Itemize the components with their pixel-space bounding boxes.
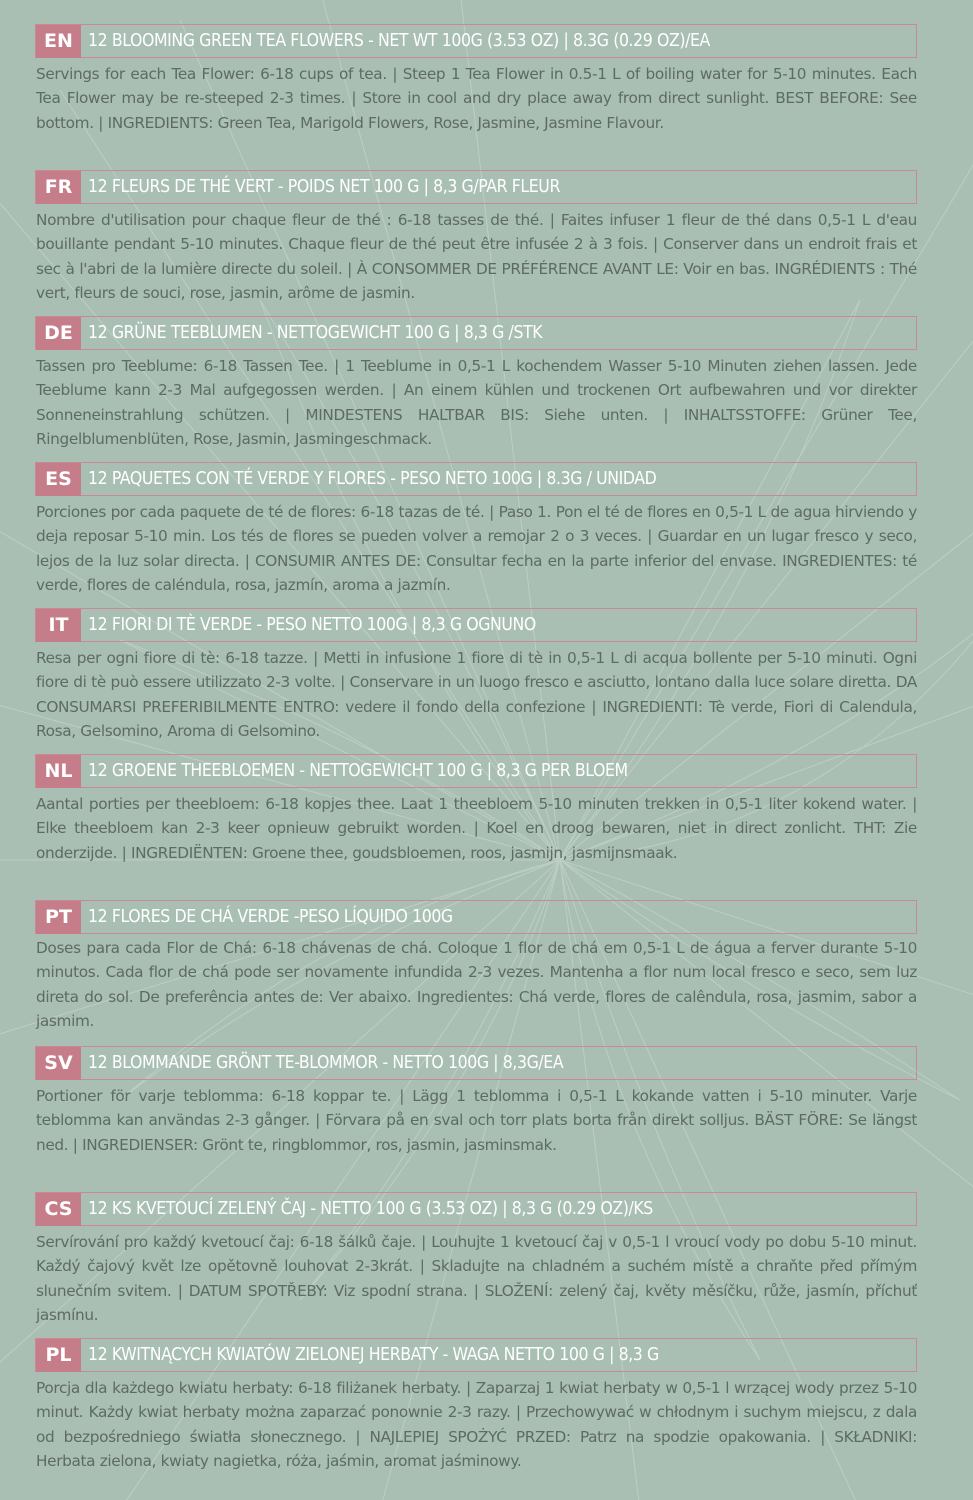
section-header — [35, 1192, 917, 1226]
section-title: 12 BLOMMANDE GRÖNT TE-BLOMMOR - NETTO 100G | 8,3G/EA — [88, 1053, 564, 1073]
section-header — [35, 900, 917, 934]
section-header — [35, 1338, 917, 1372]
section-body: Tassen pro Teeblume: 6-18 Tassen Tee. | 1 Teeblume in 0,5-1 L kochendem Wasser 5-10 Minuten ziehen lassen. Jede Teeblume kann 2-3 Mal aufgegossen werden. | An einem kühlen und trockenen Ort aufbewahren und vor direkter Sonneneinstrahlung schützen. | MINDESTENS HALTBAR BIS: Siehe unten. | INHALTSSTOFFE: Grüner Tee, Ringelblumenblüten, Rose, Jasmin, Jasmingeschmack. — [36, 357, 917, 449]
language-code-badge: PL — [36, 1339, 81, 1372]
language-code-badge: CS — [36, 1193, 81, 1226]
section-title: 12 FLORES DE CHÁ VERDE -PESO LÍQUIDO 100G — [88, 907, 453, 927]
section-body: Nombre d'utilisation pour chaque fleur de thé : 6-18 tasses de thé. | Faites infuser 1 fleur de thé dans 0,5-1 L d'eau bouillante pendant 5-10 minutes. Chaque fleur de thé peut être infusée 2 à 3 fois. | Conserver dans un endroit frais et sec à l'abri de la lumière directe du soleil. | À CONSOMMER DE PRÉFÉRENCE AVANT LE: Voir en bas. INGRÉDIENTS : Thé vert, fleurs de souci, rose, jasmin, arôme de jasmin. — [36, 211, 917, 303]
language-code-badge: PT — [36, 901, 81, 934]
section-body: Porciones por cada paquete de té de flores: 6-18 tazas de té. | Paso 1. Pon el té de flores en 0,5-1 L de agua hirviendo y deja reposar 5-10 min. Los tés de flores se pueden volver a remojar 2 o 3 veces. | Guardar en un lugar fresco y seco, lejos de la luz solar directa. | CONSUMIR ANTES DE: Consultar fecha en la parte inferior del envase. INGREDIENTES: té verde, flores de caléndula, rosa, jazmín, aroma a jazmín. — [36, 503, 917, 595]
section-body: Servings for each Tea Flower: 6-18 cups of tea. | Steep 1 Tea Flower in 0.5-1 L of boiling water for 5-10 minutes. Each Tea Flower may be re-steeped 2-3 times. | Store in cool and dry place away from direct sunlight. BEST BEFORE: See bottom. | INGREDIENTS: Green Tea, Marigold Flowers, Rose, Jasmine, Jasmine Flavour. — [36, 65, 917, 132]
section-body: Resa per ogni fiore di tè: 6-18 tazze. | Metti in infusione 1 fiore di tè in 0,5-1 L di acqua bollente per 5-10 minuti. Ogni fiore di tè può essere utilizzato 2-3 volte. | Conservare in un luogo fresco e asciutto, lontano dalla luce solare diretta. DA CONSUMARSI PREFERIBILMENTE ENTRO: vedere il fondo della confezione | INGREDIENTI: Tè verde, Fiori di Calendula, Rosa, Gelsomino, Aroma di Gelsomino. — [36, 649, 917, 741]
language-code-badge: DE — [36, 317, 81, 350]
section-header — [35, 1046, 917, 1080]
section-title: 12 KS KVETOUCÍ ZELENÝ ČAJ - NETTO 100 G (3.53 OZ) | 8,3 G (0.29 OZ)/KS — [88, 1199, 653, 1219]
section-title: 12 PAQUETES CON TÉ VERDE Y FLORES - PESO NETO 100G | 8.3G / UNIDAD — [88, 469, 657, 489]
section-header — [35, 462, 917, 496]
section-title: 12 FLEURS DE THÉ VERT - POIDS NET 100 G | 8,3 G/PAR FLEUR — [88, 177, 560, 197]
language-code-badge: NL — [36, 755, 81, 788]
language-code-badge: SV — [36, 1047, 81, 1080]
section-title: 12 GRÜNE TEEBLUMEN - NETTOGEWICHT 100 G | 8,3 G /STK — [88, 323, 543, 343]
section-body: Portioner för varje teblomma: 6-18 koppar te. | Lägg 1 teblomma i 0,5-1 L kokande vatten i 5-10 minuter. Varje teblomma kan användas 2-3 gånger. | Förvara på en sval och torr plats borta från direkt solljus. BÄST FÖRE: Se längst ned. | INGREDIENSER: Grönt te, ringblommor, ros, jasmin, jasminsmak. — [36, 1087, 917, 1154]
section-title: 12 BLOOMING GREEN TEA FLOWERS - NET WT 100G (3.53 OZ) | 8.3G (0.29 OZ)/EA — [88, 31, 710, 51]
section-header — [35, 316, 917, 350]
section-body: Doses para cada Flor de Chá: 6-18 chávenas de chá. Coloque 1 flor de chá em 0,5-1 L de água a ferver durante 5-10 minutos. Cada flor de chá pode ser novamente infundida 2-3 vezes. Mantenha a flor num local fresco e seco, sem luz direta do sol. De preferência antes de: Ver abaixo. Ingredientes: Chá verde, flores de calêndula, rosa, jasmim, sabor a jasmim. — [36, 939, 917, 1031]
language-code-badge: ES — [36, 463, 81, 496]
section-body: Servírování pro každý kvetoucí čaj: 6-18 šálků čaje. | Louhujte 1 kvetoucí čaj v 0,5-1 l vroucí vody po dobu 5-10 minut. Každý čajový květ lze opětovně louhovat 2-3krát. | Skladujte na chladném a suchém místě a chraňte před přímým slunečním svitem. | DATUM SPOTŘEBY: Viz spodní strana. | SLOŽENÍ: zelený čaj, květy měsíčku, růže, jasmín, příchuť jasmínu. — [36, 1233, 917, 1325]
section-header — [35, 24, 917, 58]
section-title: 12 GROENE THEEBLOEMEN - NETTOGEWICHT 100 G | 8,3 G PER BLOEM — [88, 761, 628, 781]
section-body: Aantal porties per theebloem: 6-18 kopjes thee. Laat 1 theebloem 5-10 minuten trekken in 0,5-1 liter kokend water. | Elke theebloem kan 2-3 keer opnieuw gebruikt worden. | Koel en droog bewaren, niet in direct zonlicht. THT: Zie onderzijde. | INGREDIËNTEN: Groene thee, goudsbloemen, roos, jasmijn, jasmijnsmaak. — [36, 795, 917, 862]
language-code-badge: EN — [36, 25, 81, 58]
language-code-badge: IT — [36, 609, 81, 642]
language-code-badge: FR — [36, 171, 81, 204]
section-header — [35, 754, 917, 788]
section-header — [35, 608, 917, 642]
section-title: 12 KWITNĄCYCH KWIATÓW ZIELONEJ HERBATY - WAGA NETTO 100 G | 8,3 G — [88, 1345, 659, 1365]
section-body: Porcja dla każdego kwiatu herbaty: 6-18 filiżanek herbaty. | Zaparzaj 1 kwiat herbaty w 0,5-1 l wrzącej wody przez 5-10 minut. Każdy kwiat herbaty można zaparzać ponownie 2-3 razy. | Przechowywać w chłodnym i suchym miejscu, z dala od bezpośredniego światła słonecznego. | NAJLEPIEJ SPOŻYĆ PRZED: Patrz na spodzie opakowania. | SKŁADNIKI: Herbata zielona, kwiaty nagietka, róża, jaśmin, aromat jaśminowy. — [36, 1379, 917, 1471]
section-header — [35, 170, 917, 204]
section-title: 12 FIORI DI TÈ VERDE - PESO NETTO 100G | 8,3 G OGNUNO — [88, 615, 536, 635]
